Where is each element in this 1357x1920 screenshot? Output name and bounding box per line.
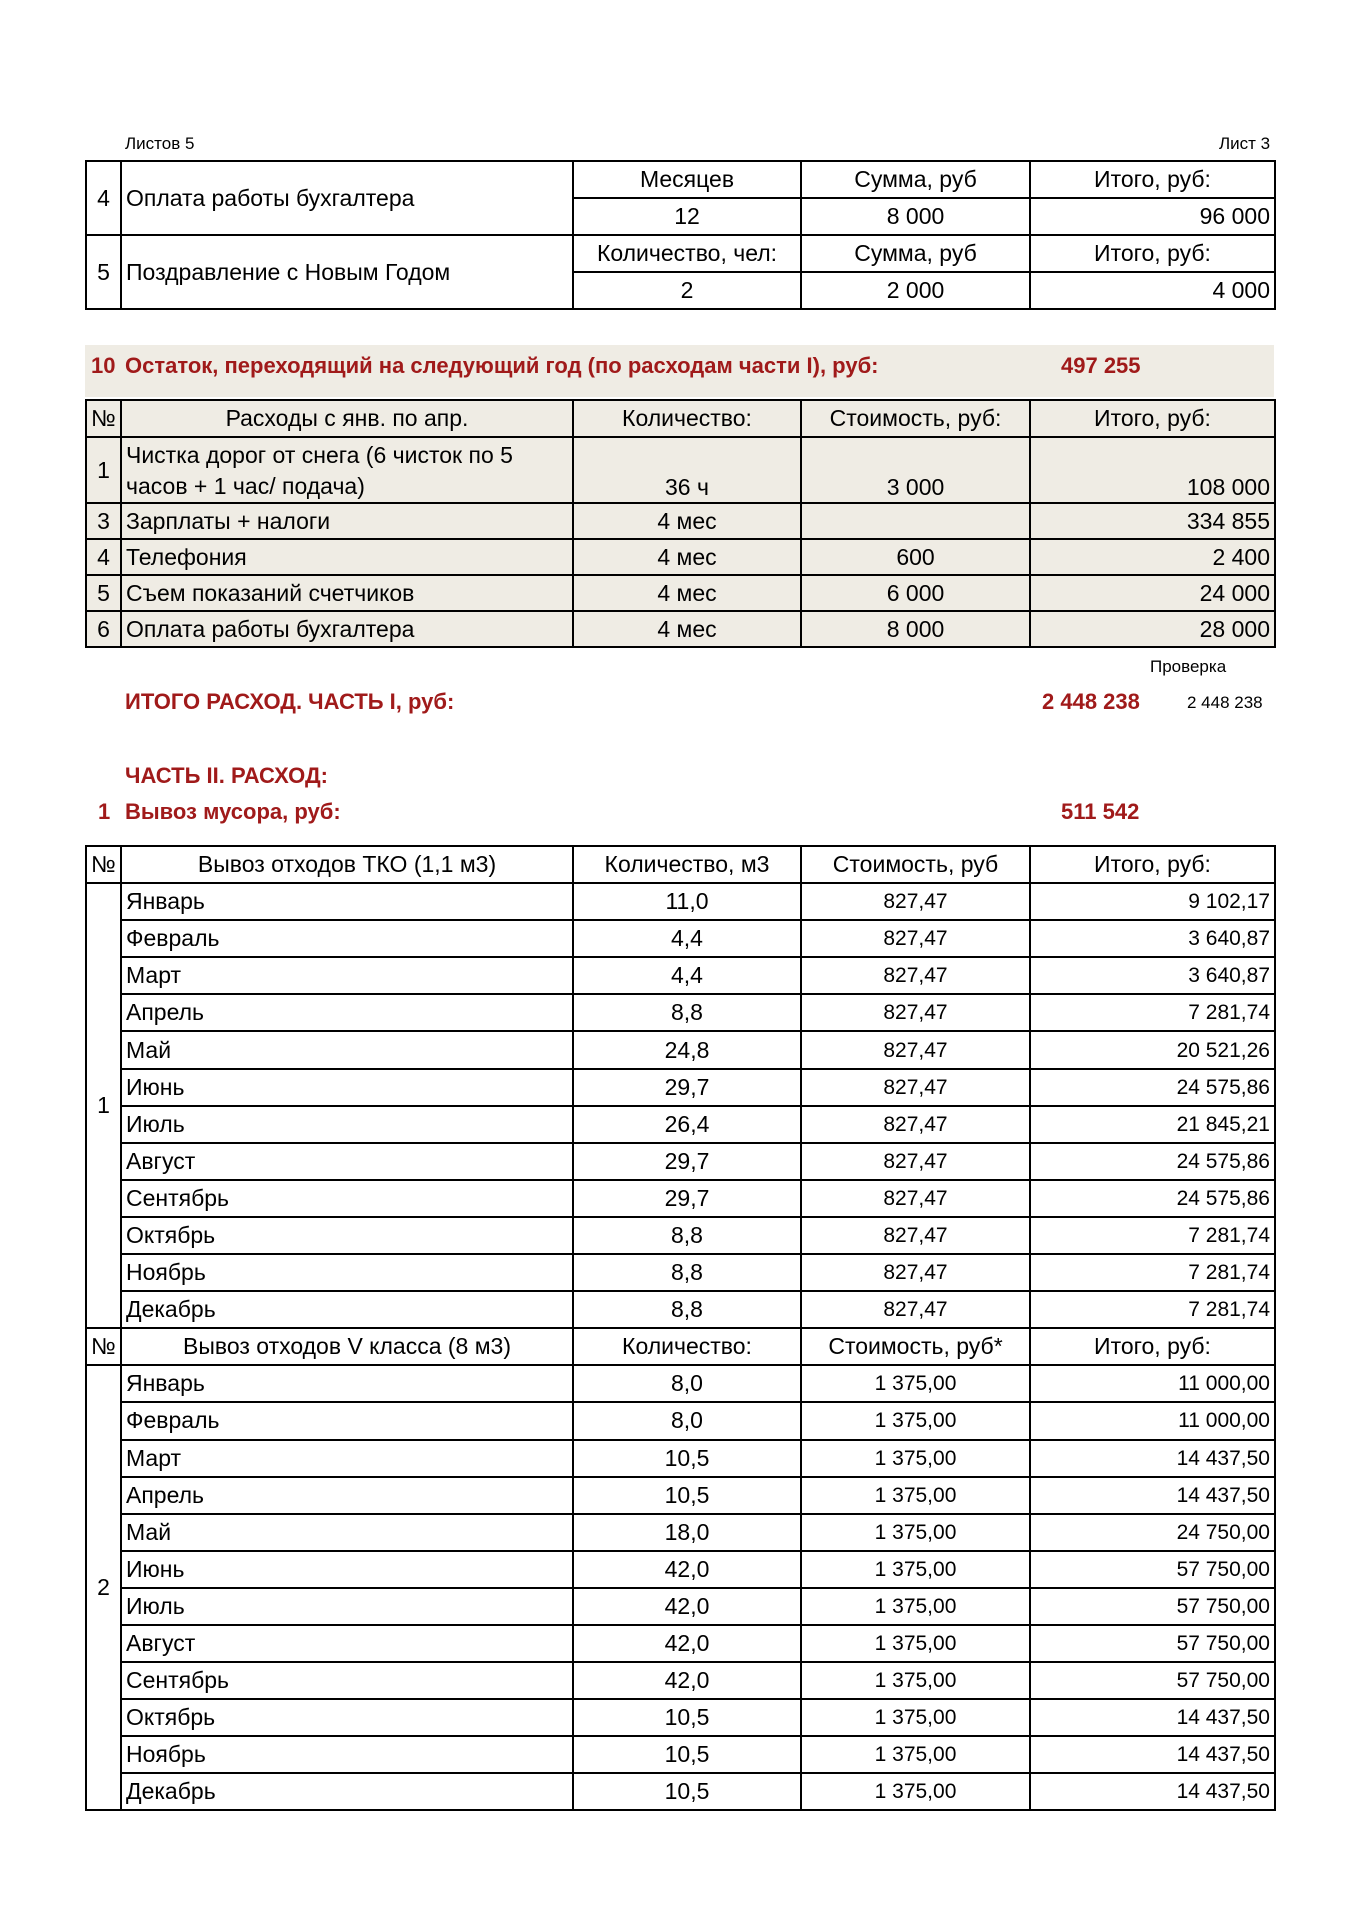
part2-item-number: 1 [98,799,111,824]
cell-qty: 18,0 [573,1514,801,1551]
cell-total: 7 281,74 [1030,1291,1275,1328]
cell-cost: 1 375,00 [801,1625,1030,1662]
row-month: Март [121,957,573,994]
table-row [86,1440,1275,1477]
table-row [86,994,1275,1031]
column-header: Количество, чел: [573,235,801,272]
cell-qty: 29,7 [573,1143,801,1180]
total-part1-value: 2 448 238 [1042,689,1140,714]
sheet-number: Лист 3 [1219,134,1271,153]
remainder-label: Остаток, переходящий на следующий год (по расходам части I), руб: [125,353,879,378]
cell-total: 14 437,50 [1030,1736,1275,1773]
cell-value: 2 [573,272,801,309]
waste-table [85,845,1276,1811]
row-name: Телефония [121,539,573,575]
cell-qty: 42,0 [573,1662,801,1699]
cell-qty: 42,0 [573,1551,801,1588]
row-month: Ноябрь [121,1254,573,1291]
table-row [86,539,1275,575]
column-header: Итого, руб: [1030,400,1275,437]
cell-total: 57 750,00 [1030,1551,1275,1588]
row-name: Поздравление с Новым Годом [121,235,573,309]
top-table [85,160,1276,310]
row-month: Август [121,1143,573,1180]
table-row [86,1477,1275,1514]
cell-total: 7 281,74 [1030,994,1275,1031]
column-header: Количество: [573,1328,801,1365]
cell-total: 14 437,50 [1030,1699,1275,1736]
row-month: Август [121,1625,573,1662]
row-month: Июль [121,1106,573,1143]
row-month: Сентябрь [121,1662,573,1699]
table-row [86,1514,1275,1551]
cell-total: 24 575,86 [1030,1069,1275,1106]
cell-total: 24 575,86 [1030,1143,1275,1180]
column-header: Стоимость, руб [801,846,1030,883]
row-name-line: Чистка дорог от снега (6 чисток по 5 [126,442,513,468]
table-row [86,1365,1275,1402]
table-row [86,1625,1275,1662]
table-row [86,1662,1275,1699]
cell-cost: 1 375,00 [801,1402,1030,1439]
cell-qty: 42,0 [573,1588,801,1625]
row-month: Май [121,1514,573,1551]
cell-cost: 3 000 [801,437,1030,503]
cell-cost: 6 000 [801,575,1030,611]
cell-total: 14 437,50 [1030,1773,1275,1810]
column-header: Стоимость, руб* [801,1328,1030,1365]
cell-total: 7 281,74 [1030,1254,1275,1291]
cell-qty: 8,8 [573,994,801,1031]
table-row [86,1217,1275,1254]
column-header: Расходы с янв. по апр. [121,400,573,437]
check-value: 2 448 238 [1187,693,1263,712]
table-row [86,1254,1275,1291]
row-name: Зарплаты + налоги [121,503,573,539]
row-month: Сентябрь [121,1180,573,1217]
sheets-total: Листов 5 [125,134,195,153]
table-row [86,575,1275,611]
table-row [86,920,1275,957]
cell-cost: 827,47 [801,1106,1030,1143]
column-header: № [86,400,121,437]
cell-qty: 36 ч [573,437,801,503]
cell-cost: 827,47 [801,1291,1030,1328]
cell-cost: 827,47 [801,1143,1030,1180]
part2-item-label: Вывоз мусора, руб: [125,799,341,824]
cell-qty: 29,7 [573,1180,801,1217]
part2-title: ЧАСТЬ II. РАСХОД: [125,763,329,788]
table-header-row [86,400,1275,437]
cell-qty: 10,5 [573,1699,801,1736]
cell-cost: 8 000 [801,611,1030,647]
cell-cost: 1 375,00 [801,1699,1030,1736]
row-month: Март [121,1440,573,1477]
column-header: Количество, м3 [573,846,801,883]
remainder-value: 497 255 [1061,353,1141,378]
cell-qty: 4 мес [573,503,801,539]
column-header: Месяцев [573,161,801,198]
row-number: 3 [86,503,121,539]
cell-qty: 4 мес [573,539,801,575]
table-row [86,1699,1275,1736]
row-month: Июнь [121,1551,573,1588]
cell-qty: 11,0 [573,883,801,920]
row-month: Декабрь [121,1291,573,1328]
column-header: Итого, руб: [1030,846,1275,883]
cell-cost: 1 375,00 [801,1551,1030,1588]
row-number: 4 [86,161,121,235]
row-number: 6 [86,611,121,647]
cell-qty: 42,0 [573,1625,801,1662]
cell-value: 96 000 [1030,198,1275,235]
cell-total: 14 437,50 [1030,1440,1275,1477]
cell-qty: 29,7 [573,1069,801,1106]
column-header: Стоимость, руб: [801,400,1030,437]
row-name: Съем показаний счетчиков [121,575,573,611]
row-month: Январь [121,883,573,920]
cell-total: 57 750,00 [1030,1662,1275,1699]
cell-total: 21 845,21 [1030,1106,1275,1143]
cell-cost: 1 375,00 [801,1662,1030,1699]
table-row [86,883,1275,920]
column-header: Итого, руб: [1030,161,1275,198]
row-name: Оплата работы бухгалтера [121,161,573,235]
row-month: Октябрь [121,1699,573,1736]
table-row [86,437,1275,503]
cell-cost: 1 375,00 [801,1736,1030,1773]
jan-apr-table [85,399,1276,648]
column-header: № [86,1328,121,1365]
cell-qty: 8,0 [573,1365,801,1402]
table-header-row [86,1328,1275,1365]
row-number: 4 [86,539,121,575]
table-header-row [86,846,1275,883]
row-month: Июль [121,1588,573,1625]
table-row [86,957,1275,994]
cell-qty: 8,8 [573,1254,801,1291]
cell-total: 14 437,50 [1030,1477,1275,1514]
row-month: Апрель [121,1477,573,1514]
cell-cost: 1 375,00 [801,1440,1030,1477]
cell-cost: 827,47 [801,1254,1030,1291]
cell-cost: 827,47 [801,920,1030,957]
cell-value: 12 [573,198,801,235]
cell-value: 4 000 [1030,272,1275,309]
cell-qty: 10,5 [573,1440,801,1477]
column-header: Вывоз отходов ТКО (1,1 м3) [121,846,573,883]
cell-qty: 4 мес [573,611,801,647]
cell-cost: 827,47 [801,1031,1030,1068]
cell-total: 11 000,00 [1030,1402,1275,1439]
cell-cost: 600 [801,539,1030,575]
cell-qty: 4,4 [573,957,801,994]
table-row [86,161,1275,198]
cell-cost: 1 375,00 [801,1514,1030,1551]
cell-cost: 827,47 [801,994,1030,1031]
row-name: Оплата работы бухгалтера [121,611,573,647]
cell-qty: 8,8 [573,1217,801,1254]
column-header: Сумма, руб [801,161,1030,198]
cell-total: 7 281,74 [1030,1217,1275,1254]
cell-total: 3 640,87 [1030,957,1275,994]
cell-cost: 827,47 [801,1069,1030,1106]
row-month: Июнь [121,1069,573,1106]
table-row [86,1588,1275,1625]
row-number: 5 [86,575,121,611]
column-header: Количество: [573,400,801,437]
cell-cost: 1 375,00 [801,1588,1030,1625]
column-header: Сумма, руб [801,235,1030,272]
cell-qty: 4 мес [573,575,801,611]
row-name-line: часов + 1 час/ подача) [126,473,365,499]
cell-qty: 10,5 [573,1477,801,1514]
row-month: Октябрь [121,1217,573,1254]
total-part1-label: ИТОГО РАСХОД. ЧАСТЬ I, руб: [125,689,455,714]
table-row [86,1402,1275,1439]
cell-total: 28 000 [1030,611,1275,647]
cell-total: 57 750,00 [1030,1588,1275,1625]
row-month: Февраль [121,1402,573,1439]
cell-total: 24 750,00 [1030,1514,1275,1551]
column-header: Вывоз отходов V класса (8 м3) [121,1328,573,1365]
row-number: 1 [86,437,121,503]
cell-cost: 1 375,00 [801,1477,1030,1514]
column-header: Итого, руб: [1030,235,1275,272]
cell-cost [801,503,1030,539]
column-header: Итого, руб: [1030,1328,1275,1365]
cell-total: 57 750,00 [1030,1625,1275,1662]
cell-cost: 827,47 [801,957,1030,994]
cell-total: 24 575,86 [1030,1180,1275,1217]
table-row [86,1069,1275,1106]
row-month: Январь [121,1365,573,1402]
cell-total: 20 521,26 [1030,1031,1275,1068]
cell-qty: 26,4 [573,1106,801,1143]
cell-qty: 8,0 [573,1402,801,1439]
table-row [86,1773,1275,1810]
row-month: Ноябрь [121,1736,573,1773]
section-number: 1 [86,883,121,1328]
row-month: Апрель [121,994,573,1031]
cell-qty: 10,5 [573,1773,801,1810]
table-row [86,1180,1275,1217]
row-month: Декабрь [121,1773,573,1810]
table-row [86,1143,1275,1180]
cell-cost: 827,47 [801,883,1030,920]
part2-item-value: 511 542 [1061,799,1140,824]
cell-qty: 4,4 [573,920,801,957]
column-header: № [86,846,121,883]
cell-qty: 8,8 [573,1291,801,1328]
check-label: Проверка [1150,657,1227,676]
table-row [86,1031,1275,1068]
cell-total: 24 000 [1030,575,1275,611]
cell-value: 2 000 [801,272,1030,309]
cell-qty: 24,8 [573,1031,801,1068]
row-month: Февраль [121,920,573,957]
table-row [86,1736,1275,1773]
row-month: Май [121,1031,573,1068]
cell-cost: 827,47 [801,1217,1030,1254]
cell-qty: 10,5 [573,1736,801,1773]
row-name [121,437,573,503]
cell-value: 8 000 [801,198,1030,235]
table-row [86,1291,1275,1328]
table-row [86,235,1275,272]
cell-total: 9 102,17 [1030,883,1275,920]
cell-total: 108 000 [1030,437,1275,503]
table-row [86,503,1275,539]
table-row [86,611,1275,647]
section-number: 2 [86,1365,121,1810]
cell-total: 2 400 [1030,539,1275,575]
cell-total: 11 000,00 [1030,1365,1275,1402]
remainder-number: 10 [91,353,116,378]
table-row [86,1106,1275,1143]
row-number: 5 [86,235,121,309]
cell-total: 3 640,87 [1030,920,1275,957]
cell-cost: 1 375,00 [801,1365,1030,1402]
cell-total: 334 855 [1030,503,1275,539]
table-row [86,1551,1275,1588]
cell-cost: 1 375,00 [801,1773,1030,1810]
cell-cost: 827,47 [801,1180,1030,1217]
